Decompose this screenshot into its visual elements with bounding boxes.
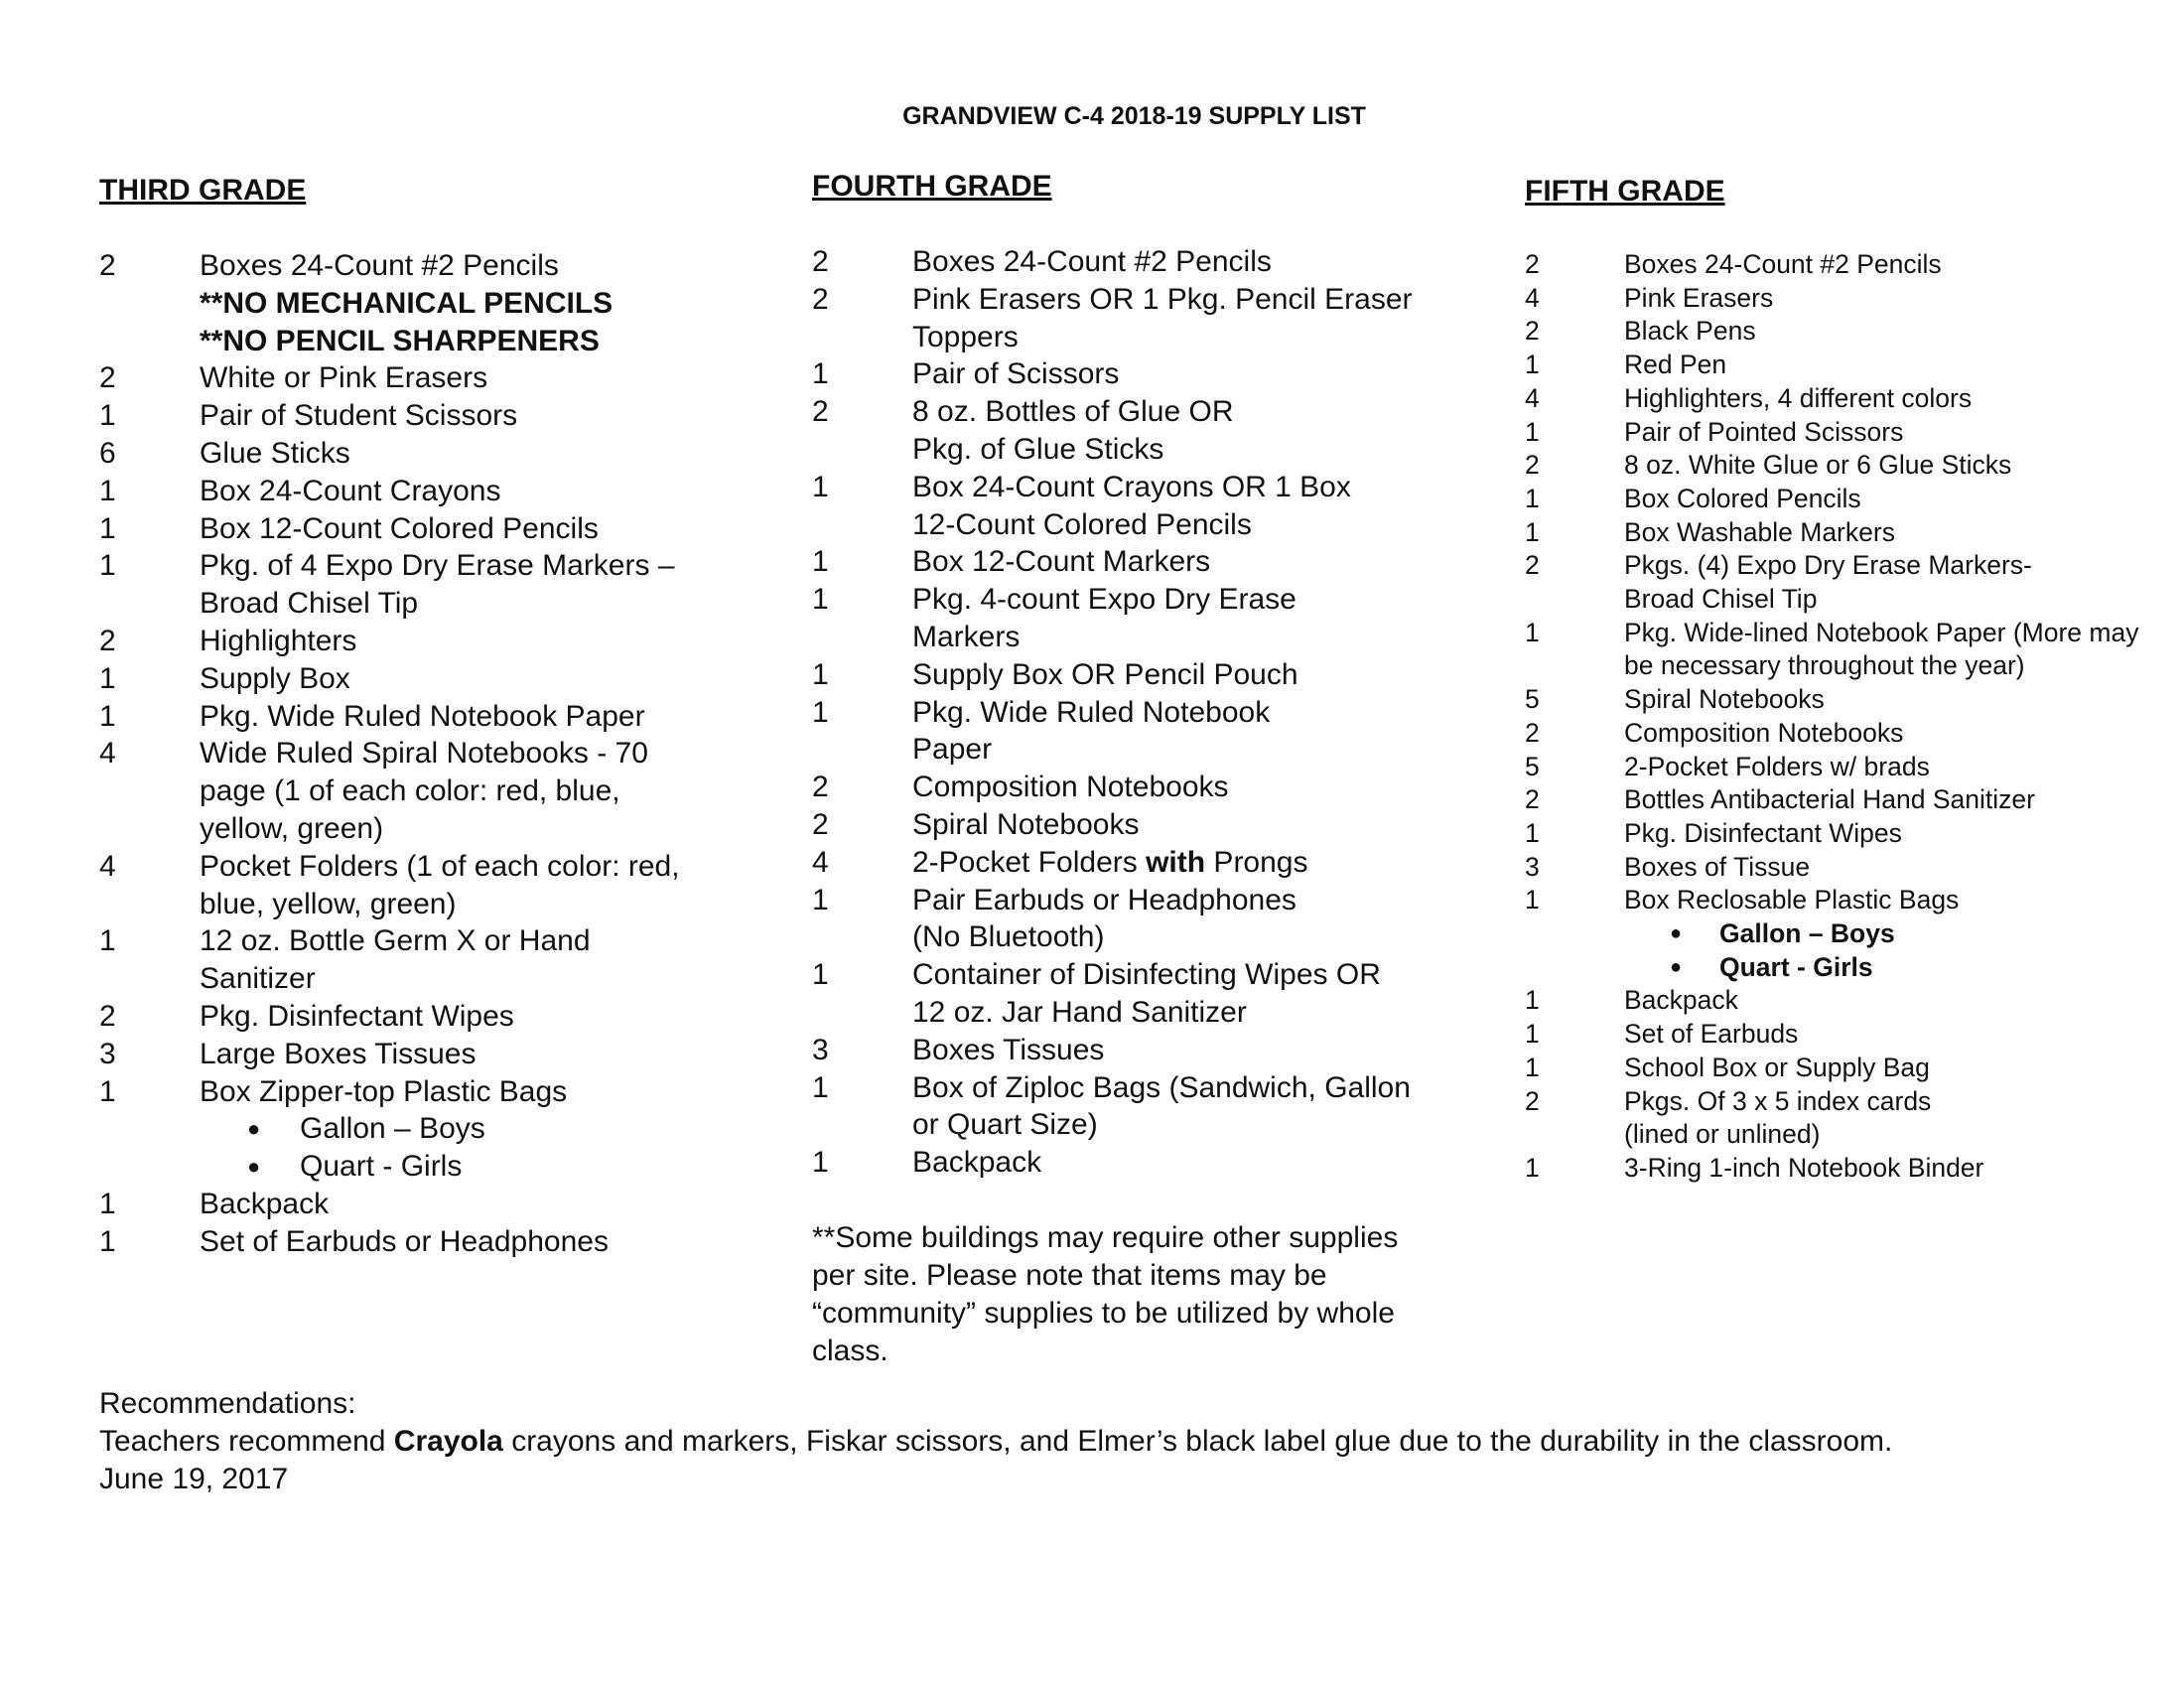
list-item xyxy=(812,581,1447,656)
item-desc: Box 24-Count Crayons xyxy=(200,474,501,507)
item-qty: 1 xyxy=(1525,516,1540,547)
item-desc: Spiral Notebooks xyxy=(912,807,1140,841)
list-item xyxy=(1525,1152,2160,1186)
item-qty: 1 xyxy=(812,470,829,503)
bullet-text: Quart - Girls xyxy=(300,1150,463,1184)
list-item xyxy=(1525,1018,2160,1052)
list-item xyxy=(1525,683,2160,717)
item-desc: Bottles Antibacterial Hand Sanitizer xyxy=(1624,784,2035,815)
item-desc: 3-Ring 1-inch Notebook Binder xyxy=(1624,1152,1984,1183)
item-qty: 4 xyxy=(99,849,116,883)
list-item xyxy=(812,694,1447,770)
list-item xyxy=(99,473,735,510)
item-qty: 1 xyxy=(1525,885,1540,915)
item-desc: Composition Notebooks xyxy=(912,771,1229,804)
item-qty: 2 xyxy=(1525,450,1540,481)
list-item xyxy=(812,281,1447,356)
item-desc: Box 24-Count Crayons OR 1 Box 12-Count Colored Pencils xyxy=(912,470,1351,541)
item-qty: 1 xyxy=(99,474,116,507)
list-item xyxy=(1525,717,2160,751)
fourth-grade-list xyxy=(812,243,1447,1182)
list-item xyxy=(812,956,1447,1032)
list-item xyxy=(99,698,735,736)
bullet-text: Gallon – Boys xyxy=(300,1112,485,1146)
bullet-item xyxy=(99,1148,735,1186)
item-qty: 2 xyxy=(1525,717,1540,748)
item-desc: Pkg. Wide Ruled Notebook Paper xyxy=(912,695,1271,767)
item-desc: Red Pen xyxy=(1624,350,1727,380)
item-desc: Large Boxes Tissues xyxy=(200,1037,477,1070)
item-qty: 5 xyxy=(1525,684,1540,715)
list-item xyxy=(99,1223,735,1261)
item-qty: 2 xyxy=(99,624,116,657)
item-desc: Pink Erasers OR 1 Pkg. Pencil Eraser Toppers xyxy=(912,282,1413,353)
item-desc: School Box or Supply Bag xyxy=(1624,1052,1930,1082)
list-item xyxy=(99,660,735,698)
list-item xyxy=(1525,1052,2160,1085)
fifth-grade-column xyxy=(1525,175,2160,1186)
item-qty: 1 xyxy=(1525,483,1540,513)
bullet-icon: ● xyxy=(247,1154,261,1180)
recommendations-label: Recommendations: xyxy=(99,1387,356,1420)
list-item xyxy=(1525,1085,2160,1152)
list-item xyxy=(99,359,735,397)
third-grade-heading: THIRD GRADE xyxy=(99,174,307,207)
list-item xyxy=(812,469,1447,544)
item-desc: Highlighters, 4 different colors xyxy=(1624,382,1973,413)
list-item xyxy=(1525,315,2160,349)
item-qty: 6 xyxy=(99,436,116,470)
list-item xyxy=(1525,817,2160,851)
fourth-grade-column xyxy=(812,170,1447,1182)
list-item xyxy=(812,393,1447,469)
item-desc: Set of Earbuds or Headphones xyxy=(200,1224,609,1258)
list-item xyxy=(1525,349,2160,382)
item-qty: 4 xyxy=(812,845,829,879)
item-qty: 1 xyxy=(812,695,829,729)
list-item xyxy=(1525,416,2160,450)
list-item xyxy=(99,735,735,847)
list-item xyxy=(812,543,1447,581)
item-qty: 2 xyxy=(99,999,116,1033)
list-item xyxy=(1525,248,2160,282)
item-qty: 1 xyxy=(812,583,829,617)
item-qty: 3 xyxy=(99,1037,116,1070)
list-item xyxy=(812,1032,1447,1069)
list-item xyxy=(99,435,735,473)
recommendations-text xyxy=(99,1423,2134,1461)
item-desc: Pkg. Disinfectant Wipes xyxy=(200,999,514,1033)
document-date: June 19, 2017 xyxy=(99,1463,289,1495)
recommendations-post: crayons and markers, Fiskar scissors, and Elmer’s black label glue due to the durability in the classroom. xyxy=(502,1425,1893,1458)
item-qty: 3 xyxy=(812,1033,829,1066)
item-desc: 8 oz. White Glue or 6 Glue Sticks xyxy=(1624,450,2012,481)
recommendations-pre: Teachers recommend xyxy=(99,1425,394,1458)
item-qty: 3 xyxy=(1525,851,1540,882)
item-qty: 2 xyxy=(812,245,829,278)
item-desc: Pink Erasers xyxy=(1624,282,1774,313)
bullet-text: Quart - Girls xyxy=(1719,951,1873,982)
list-item xyxy=(1525,516,2160,550)
item-qty: 1 xyxy=(99,399,116,433)
list-item xyxy=(1525,783,2160,817)
list-item xyxy=(1525,549,2160,616)
page-title: GRANDVIEW C-4 2018-19 SUPPLY LIST xyxy=(902,102,1366,130)
item-qty: 2 xyxy=(99,249,116,282)
item-qty: 2 xyxy=(99,361,116,395)
list-note xyxy=(99,323,735,360)
list-item xyxy=(1525,984,2160,1018)
item-desc: Box of Ziploc Bags (Sandwich, Gallon or Quart Size) xyxy=(912,1070,1411,1142)
item-desc: Pkg. Wide-lined Notebook Paper (More may be necessary throughout the year) xyxy=(1624,617,2139,681)
list-item xyxy=(812,882,1447,957)
item-desc: Box Zipper-top Plastic Bags xyxy=(200,1074,568,1108)
item-qty: 1 xyxy=(99,924,116,958)
list-item xyxy=(99,922,735,998)
item-desc: Supply Box OR Pencil Pouch xyxy=(912,657,1298,691)
item-desc: Container of Disinfecting Wipes OR 12 oz. Jar Hand Sanitizer xyxy=(912,958,1381,1029)
item-qty: 2 xyxy=(1525,1085,1540,1116)
item-qty xyxy=(99,285,200,323)
item-qty: 4 xyxy=(99,737,116,771)
bullet-item xyxy=(1525,917,2160,951)
item-qty: 1 xyxy=(812,1070,829,1104)
item-desc: Pkgs. Of 3 x 5 index cards (lined or unlined) xyxy=(1624,1085,1932,1150)
item-desc: 12 oz. Bottle Germ X or Hand Sanitizer xyxy=(200,924,591,996)
list-item xyxy=(812,1069,1447,1145)
list-item xyxy=(99,1186,735,1223)
item-qty: 1 xyxy=(99,699,116,733)
item-desc: Boxes of Tissue xyxy=(1624,851,1811,882)
item-qty: 1 xyxy=(812,1146,829,1180)
item-desc-part: 2-Pocket Folders xyxy=(912,845,1147,879)
list-item xyxy=(812,806,1447,844)
item-desc: Backpack xyxy=(912,1146,1042,1180)
item-desc: Composition Notebooks xyxy=(1624,717,1904,748)
item-qty: 4 xyxy=(1525,282,1540,313)
item-desc: Backpack xyxy=(200,1187,330,1220)
bullet-icon: ● xyxy=(247,1116,261,1142)
item-desc: Boxes 24-Count #2 Pencils xyxy=(912,245,1272,278)
item-desc: Black Pens xyxy=(1624,316,1756,347)
list-item xyxy=(812,844,1447,882)
item-qty: 1 xyxy=(1525,350,1540,380)
list-item xyxy=(1525,851,2160,885)
item-qty: 1 xyxy=(99,511,116,545)
item-qty: 2 xyxy=(812,771,829,804)
list-item xyxy=(99,510,735,548)
item-qty: 1 xyxy=(1525,1019,1540,1050)
list-item xyxy=(812,1144,1447,1182)
item-qty: 2 xyxy=(812,395,829,429)
item-qty: 1 xyxy=(99,549,116,583)
item-desc: Pkg. Wide Ruled Notebook Paper xyxy=(200,699,645,733)
item-qty: 1 xyxy=(812,883,829,916)
item-qty: 2 xyxy=(812,807,829,841)
item-qty: 1 xyxy=(99,1187,116,1220)
fifth-grade-heading: FIFTH GRADE xyxy=(1525,175,1725,208)
item-desc-part: Prongs xyxy=(1205,845,1308,879)
item-desc-emphasis: with xyxy=(1146,845,1206,879)
list-item xyxy=(1525,449,2160,483)
list-item xyxy=(1525,751,2160,784)
list-item xyxy=(99,848,735,923)
item-desc: Box 12-Count Colored Pencils xyxy=(200,511,599,545)
list-item xyxy=(1525,617,2160,683)
community-supplies-note: **Some buildings may require other supplies per site. Please note that items may be “community” supplies to be utilized by whole class. xyxy=(812,1221,1399,1367)
item-desc: Backpack xyxy=(1624,985,1738,1016)
item-qty: 2 xyxy=(812,282,829,316)
item-qty: 1 xyxy=(1525,1152,1540,1183)
item-qty: 1 xyxy=(1525,1052,1540,1082)
item-desc: Pair of Student Scissors xyxy=(200,399,518,433)
item-qty: 1 xyxy=(99,1224,116,1258)
list-item xyxy=(1525,483,2160,516)
list-item xyxy=(99,623,735,660)
bag-size-list xyxy=(1525,917,2160,984)
list-item xyxy=(99,998,735,1036)
item-desc: Boxes 24-Count #2 Pencils xyxy=(200,249,559,282)
list-item xyxy=(99,1073,735,1111)
bullet-icon: ● xyxy=(1670,922,1683,945)
item-qty: 1 xyxy=(1525,817,1540,848)
item-desc: Glue Sticks xyxy=(200,436,350,470)
item-qty: 1 xyxy=(812,657,829,691)
list-item xyxy=(1525,884,2160,917)
item-desc: Supply Box xyxy=(200,661,350,695)
item-desc: Box Washable Markers xyxy=(1624,516,1895,547)
item-qty: 1 xyxy=(812,545,829,579)
list-note xyxy=(99,285,735,323)
item-desc: Box Colored Pencils xyxy=(1624,483,1861,513)
list-item xyxy=(99,247,735,285)
list-item xyxy=(1525,282,2160,316)
item-desc: Pkgs. (4) Expo Dry Erase Markers- Broad Chisel Tip xyxy=(1624,550,2032,615)
item-desc: **NO MECHANICAL PENCILS xyxy=(200,286,614,320)
item-desc: Boxes 24-Count #2 Pencils xyxy=(1624,249,1942,279)
list-item xyxy=(99,547,735,623)
item-desc: 2-Pocket Folders w/ brads xyxy=(1624,751,1930,781)
item-desc: Pkg. Disinfectant Wipes xyxy=(1624,817,1902,848)
item-desc: White or Pink Erasers xyxy=(200,361,488,395)
list-item xyxy=(99,1036,735,1073)
bullet-item xyxy=(1525,951,2160,985)
list-item xyxy=(812,769,1447,806)
bullet-icon: ● xyxy=(1670,955,1683,978)
item-qty: 1 xyxy=(99,1074,116,1108)
item-desc: Spiral Notebooks xyxy=(1624,684,1825,715)
item-desc: 8 oz. Bottles of Glue OR Pkg. of Glue Sticks xyxy=(912,395,1234,466)
item-qty: 4 xyxy=(1525,382,1540,413)
item-desc: **NO PENCIL SHARPENERS xyxy=(200,324,600,357)
bullet-item xyxy=(99,1110,735,1148)
item-qty: 1 xyxy=(1525,617,1540,647)
item-qty: 2 xyxy=(1525,784,1540,815)
list-item xyxy=(99,397,735,435)
recommendations-brand: Crayola xyxy=(393,1425,503,1458)
item-desc: Box Reclosable Plastic Bags xyxy=(1624,885,1960,915)
item-desc: Pkg. of 4 Expo Dry Erase Markers – Broad Chisel Tip xyxy=(200,549,675,621)
item-desc: Boxes Tissues xyxy=(912,1033,1105,1066)
item-qty: 1 xyxy=(812,958,829,992)
item-qty: 2 xyxy=(1525,316,1540,347)
item-qty: 1 xyxy=(812,357,829,391)
item-qty: 5 xyxy=(1525,751,1540,781)
fifth-grade-list xyxy=(1525,248,2160,1186)
item-desc xyxy=(912,844,1447,882)
item-desc: Pocket Folders (1 of each color: red, blue, yellow, green) xyxy=(200,849,680,920)
third-grade-column xyxy=(99,174,735,1261)
item-desc: Pair of Scissors xyxy=(912,357,1120,391)
list-item xyxy=(812,656,1447,694)
item-desc: Highlighters xyxy=(200,624,357,657)
item-desc: Set of Earbuds xyxy=(1624,1019,1799,1050)
item-qty xyxy=(99,323,200,360)
item-qty: 2 xyxy=(1525,249,1540,279)
item-qty: 1 xyxy=(1525,416,1540,447)
item-qty: 1 xyxy=(1525,985,1540,1016)
item-desc: Pair Earbuds or Headphones (No Bluetooth) xyxy=(912,883,1297,954)
list-item xyxy=(812,243,1447,281)
third-grade-list xyxy=(99,247,735,1261)
item-desc: Box 12-Count Markers xyxy=(912,545,1211,579)
recommendations xyxy=(99,1385,2134,1498)
item-desc: Pkg. 4-count Expo Dry Erase Markers xyxy=(912,583,1297,653)
item-desc: Wide Ruled Spiral Notebooks - 70 page (1 of each color: red, blue, yellow, green) xyxy=(200,737,648,845)
list-item xyxy=(1525,382,2160,416)
item-desc: Pair of Pointed Scissors xyxy=(1624,416,1904,447)
bullet-text: Gallon – Boys xyxy=(1719,918,1895,949)
bag-size-list xyxy=(99,1110,735,1186)
item-qty: 1 xyxy=(99,661,116,695)
fourth-grade-heading: FOURTH GRADE xyxy=(812,170,1052,203)
item-qty: 2 xyxy=(1525,550,1540,581)
list-item xyxy=(812,355,1447,393)
